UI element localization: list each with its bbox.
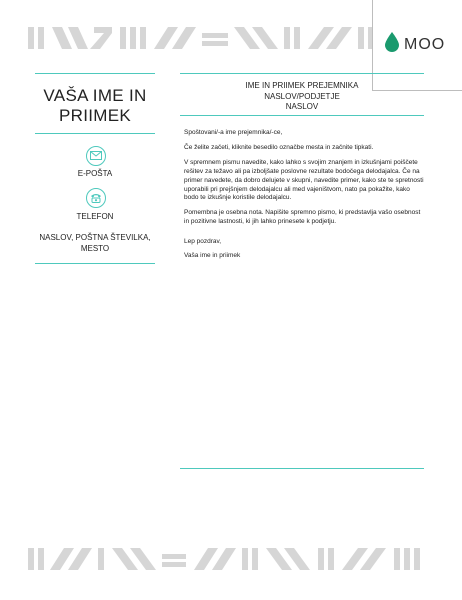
paragraph-1: Če želite začeti, kliknite besedilo označbe mesta in začnite tipkati. xyxy=(184,143,374,151)
sender-name-line2: PRIIMEK xyxy=(58,106,131,125)
recipient-bottom-rule xyxy=(180,115,424,116)
sidebar-bottom-rule xyxy=(35,263,155,264)
decorative-stripe-band-bottom xyxy=(28,548,434,570)
sidebar-name-rule xyxy=(35,133,155,134)
recipient-address: NASLOV xyxy=(285,102,319,111)
letter-body xyxy=(184,129,424,267)
telephone-icon xyxy=(86,188,106,208)
logo-box xyxy=(372,0,462,91)
paragraph-2: V spremnem pismu navedite, kako lahko s svojim znanjem in izkušnjami poiščete rešitev za težavo ali pa izboljšate poslovne rezultate bodočega delodajalca. Če na primer navedete, da dobro delujete v skupni, navedite primer, kako ste te spretnosti uporabili pri prejšnjem delodajalcu ali med vajeništvom, nato pa pokažite, kako bodo te izkušnje koristile delodajalcu. xyxy=(184,158,424,202)
closing: Lep pozdrav, xyxy=(184,238,222,246)
letter-bottom-rule xyxy=(180,468,424,469)
envelope-icon xyxy=(86,146,106,166)
phone-label: TELEFON xyxy=(76,212,114,221)
sender-name-line1: VAŠA IME IN xyxy=(43,86,147,105)
email-label: E-POŠTA xyxy=(77,169,113,178)
recipient-top-rule xyxy=(180,73,424,74)
recipient-name: IME IN PRIIMEK PREJEMNIKA xyxy=(245,81,359,90)
recipient-company: NASLOV/PODJETJE xyxy=(264,91,340,101)
salutation: Spoštovani/-a ime prejemnika/-ce, xyxy=(184,129,283,136)
recipient-block xyxy=(180,81,424,113)
sender-name xyxy=(35,86,155,126)
address-line1: NASLOV, POŠTNA ŠTEVILKA, xyxy=(39,233,151,242)
logo-text: MOO xyxy=(404,36,446,53)
sender-address xyxy=(35,233,155,254)
droplet-icon xyxy=(385,32,399,52)
signature: Vaša ime in priimek xyxy=(184,252,241,260)
address-line2: MESTO xyxy=(80,243,110,253)
sidebar-top-rule xyxy=(35,73,155,74)
paragraph-3: Pomembna je osebna nota. Napišite spremno pismo, ki predstavlja vašo osebnost in pozitivne lastnosti, ki jih lahko prinesete k podjetju. xyxy=(184,209,421,226)
